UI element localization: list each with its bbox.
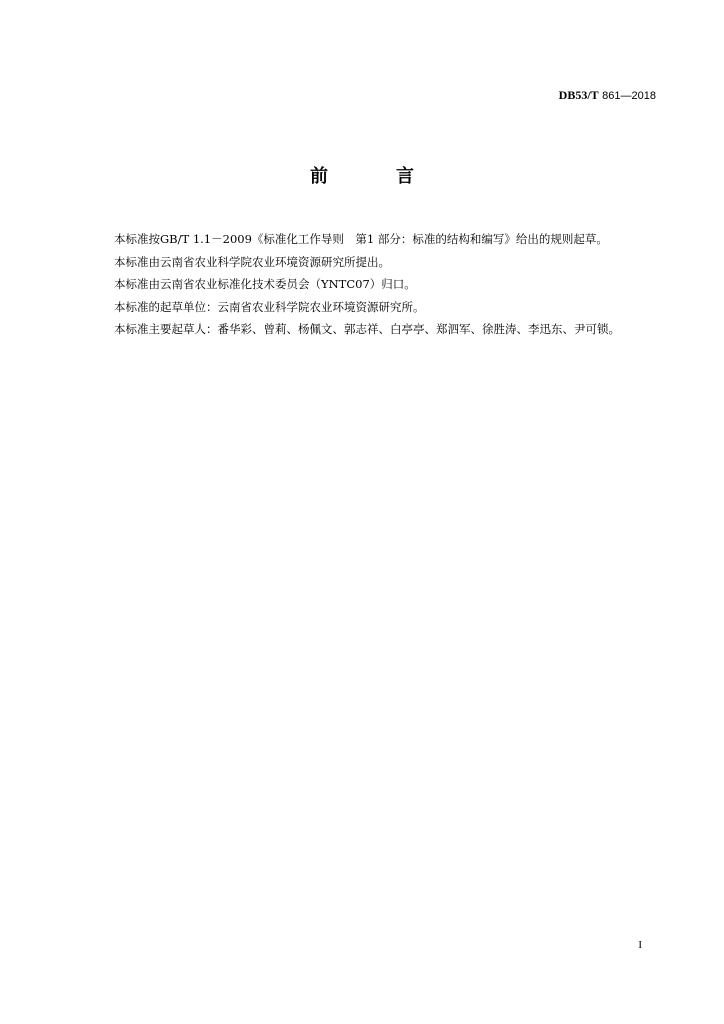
standard-code: DB53/T: [558, 88, 599, 102]
page-number: I: [638, 939, 642, 951]
paragraph-proposer: 本标准由云南省农业科学院农业环境资源研究所提出。: [114, 254, 390, 269]
foreword-body: [114, 228, 674, 341]
paragraph-drafters: 本标准主要起草人：番华彩、曾莉、杨佩文、郭志祥、白亭亭、郑泗军、徐胜涛、李迅东、尹可锁。: [114, 322, 620, 336]
paragraph-drafting-unit: 本标准的起草单位：云南省农业科学院农业环境资源研究所。: [114, 299, 425, 314]
paragraph-drafting-rules: 本标准按GB/T 1.1－2009《标准化工作导则 第1 部分：标准的结构和编写》给出的规则起草。: [114, 232, 608, 246]
standard-number: 861—2018: [602, 90, 656, 102]
document-header: [559, 88, 656, 103]
paragraph-centralized-by: 本标准由云南省农业标准化技术委员会（YNTC07）归口。: [114, 277, 416, 291]
section-title: 前言: [310, 166, 482, 187]
